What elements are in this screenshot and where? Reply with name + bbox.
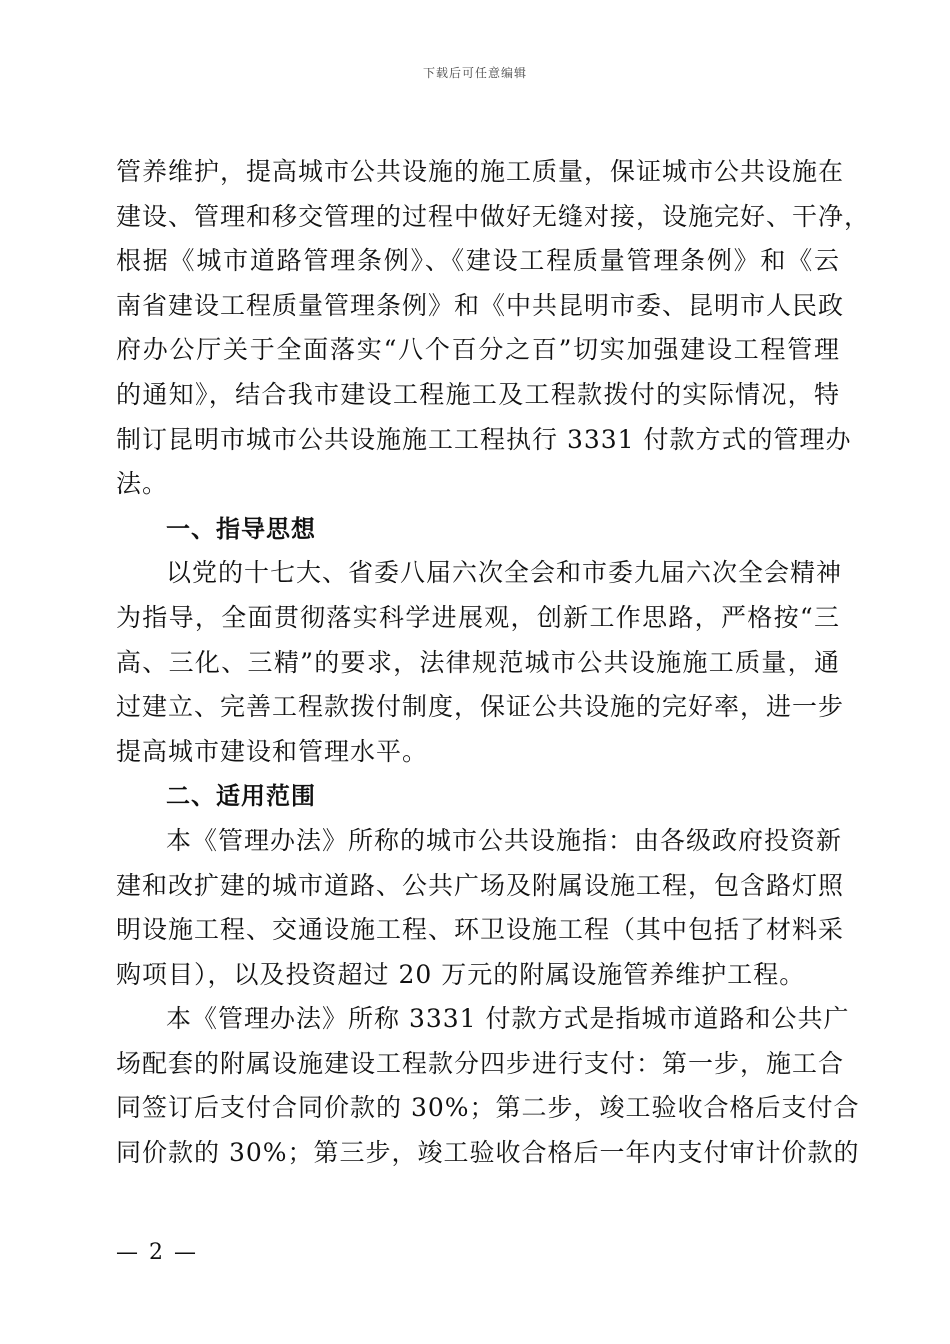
text-line: 以党的十七大、省委八届六次全会和市委九届六次全会精神 bbox=[166, 558, 843, 588]
document-body bbox=[116, 150, 871, 1176]
page-number: — 2 — bbox=[116, 1240, 198, 1265]
text-line: 制订昆明市城市公共设施施工工程执行 3331 付款方式的管理办 bbox=[116, 424, 852, 454]
text-line: 本《管理办法》所称的城市公共设施指：由各级政府投资新 bbox=[166, 825, 843, 855]
text-line: 建设、管理和移交管理的过程中做好无缝对接，设施完好、干净， bbox=[116, 201, 871, 231]
text-line: 同签订后支付合同价款的 30%；第二步，竣工验收合格后支付合 bbox=[116, 1093, 860, 1123]
text-line: 提高城市建设和管理水平。 bbox=[116, 736, 429, 766]
text-line: 根据《城市道路管理条例》、《建设工程质量管理条例》和《云 bbox=[116, 246, 840, 276]
text-line: 本《管理办法》所称 3331 付款方式是指城市道路和公共广 bbox=[166, 1004, 850, 1034]
section-heading-guiding-ideology: 一、指导思想 bbox=[166, 514, 316, 543]
text-line: 过建立、完善工程款拨付制度，保证公共设施的完好率，进一步 bbox=[116, 692, 845, 722]
text-line: 府办公厅关于全面落实“八个百分之百”切实加强建设工程管理 bbox=[116, 335, 840, 365]
section-heading-scope: 二、适用范围 bbox=[166, 782, 316, 811]
text-line: 明设施工程、交通设施工程、环卫设施工程（其中包括了材料采 bbox=[116, 915, 845, 945]
text-line: 为指导，全面贯彻落实科学进展观，创新工作思路，严格按“三 bbox=[116, 602, 840, 632]
text-line: 购项目），以及投资超过 20 万元的附属设施管养维护工程。 bbox=[116, 959, 806, 989]
text-line: 同价款的 30%；第三步，竣工验收合格后一年内支付审计价款的 bbox=[116, 1138, 860, 1168]
text-line: 的通知》，结合我市建设工程施工及工程款拨付的实际情况，特 bbox=[116, 379, 840, 409]
text-line: 南省建设工程质量管理条例》和《中共昆明市委、昆明市人民政 bbox=[116, 290, 845, 320]
page-header-note: 下载后可任意编辑 bbox=[422, 66, 527, 80]
text-line: 建和改扩建的城市道路、公共广场及附属设施工程，包含路灯照 bbox=[116, 870, 845, 900]
text-line: 场配套的附属设施建设工程款分四步进行支付：第一步，施工合 bbox=[116, 1048, 845, 1078]
text-line: 高、三化、三精”的要求，法律规范城市公共设施施工质量，通 bbox=[116, 647, 840, 677]
text-line: 管养维护，提高城市公共设施的施工质量，保证城市公共设施在 bbox=[116, 157, 845, 186]
text-line: 法。 bbox=[116, 469, 169, 499]
